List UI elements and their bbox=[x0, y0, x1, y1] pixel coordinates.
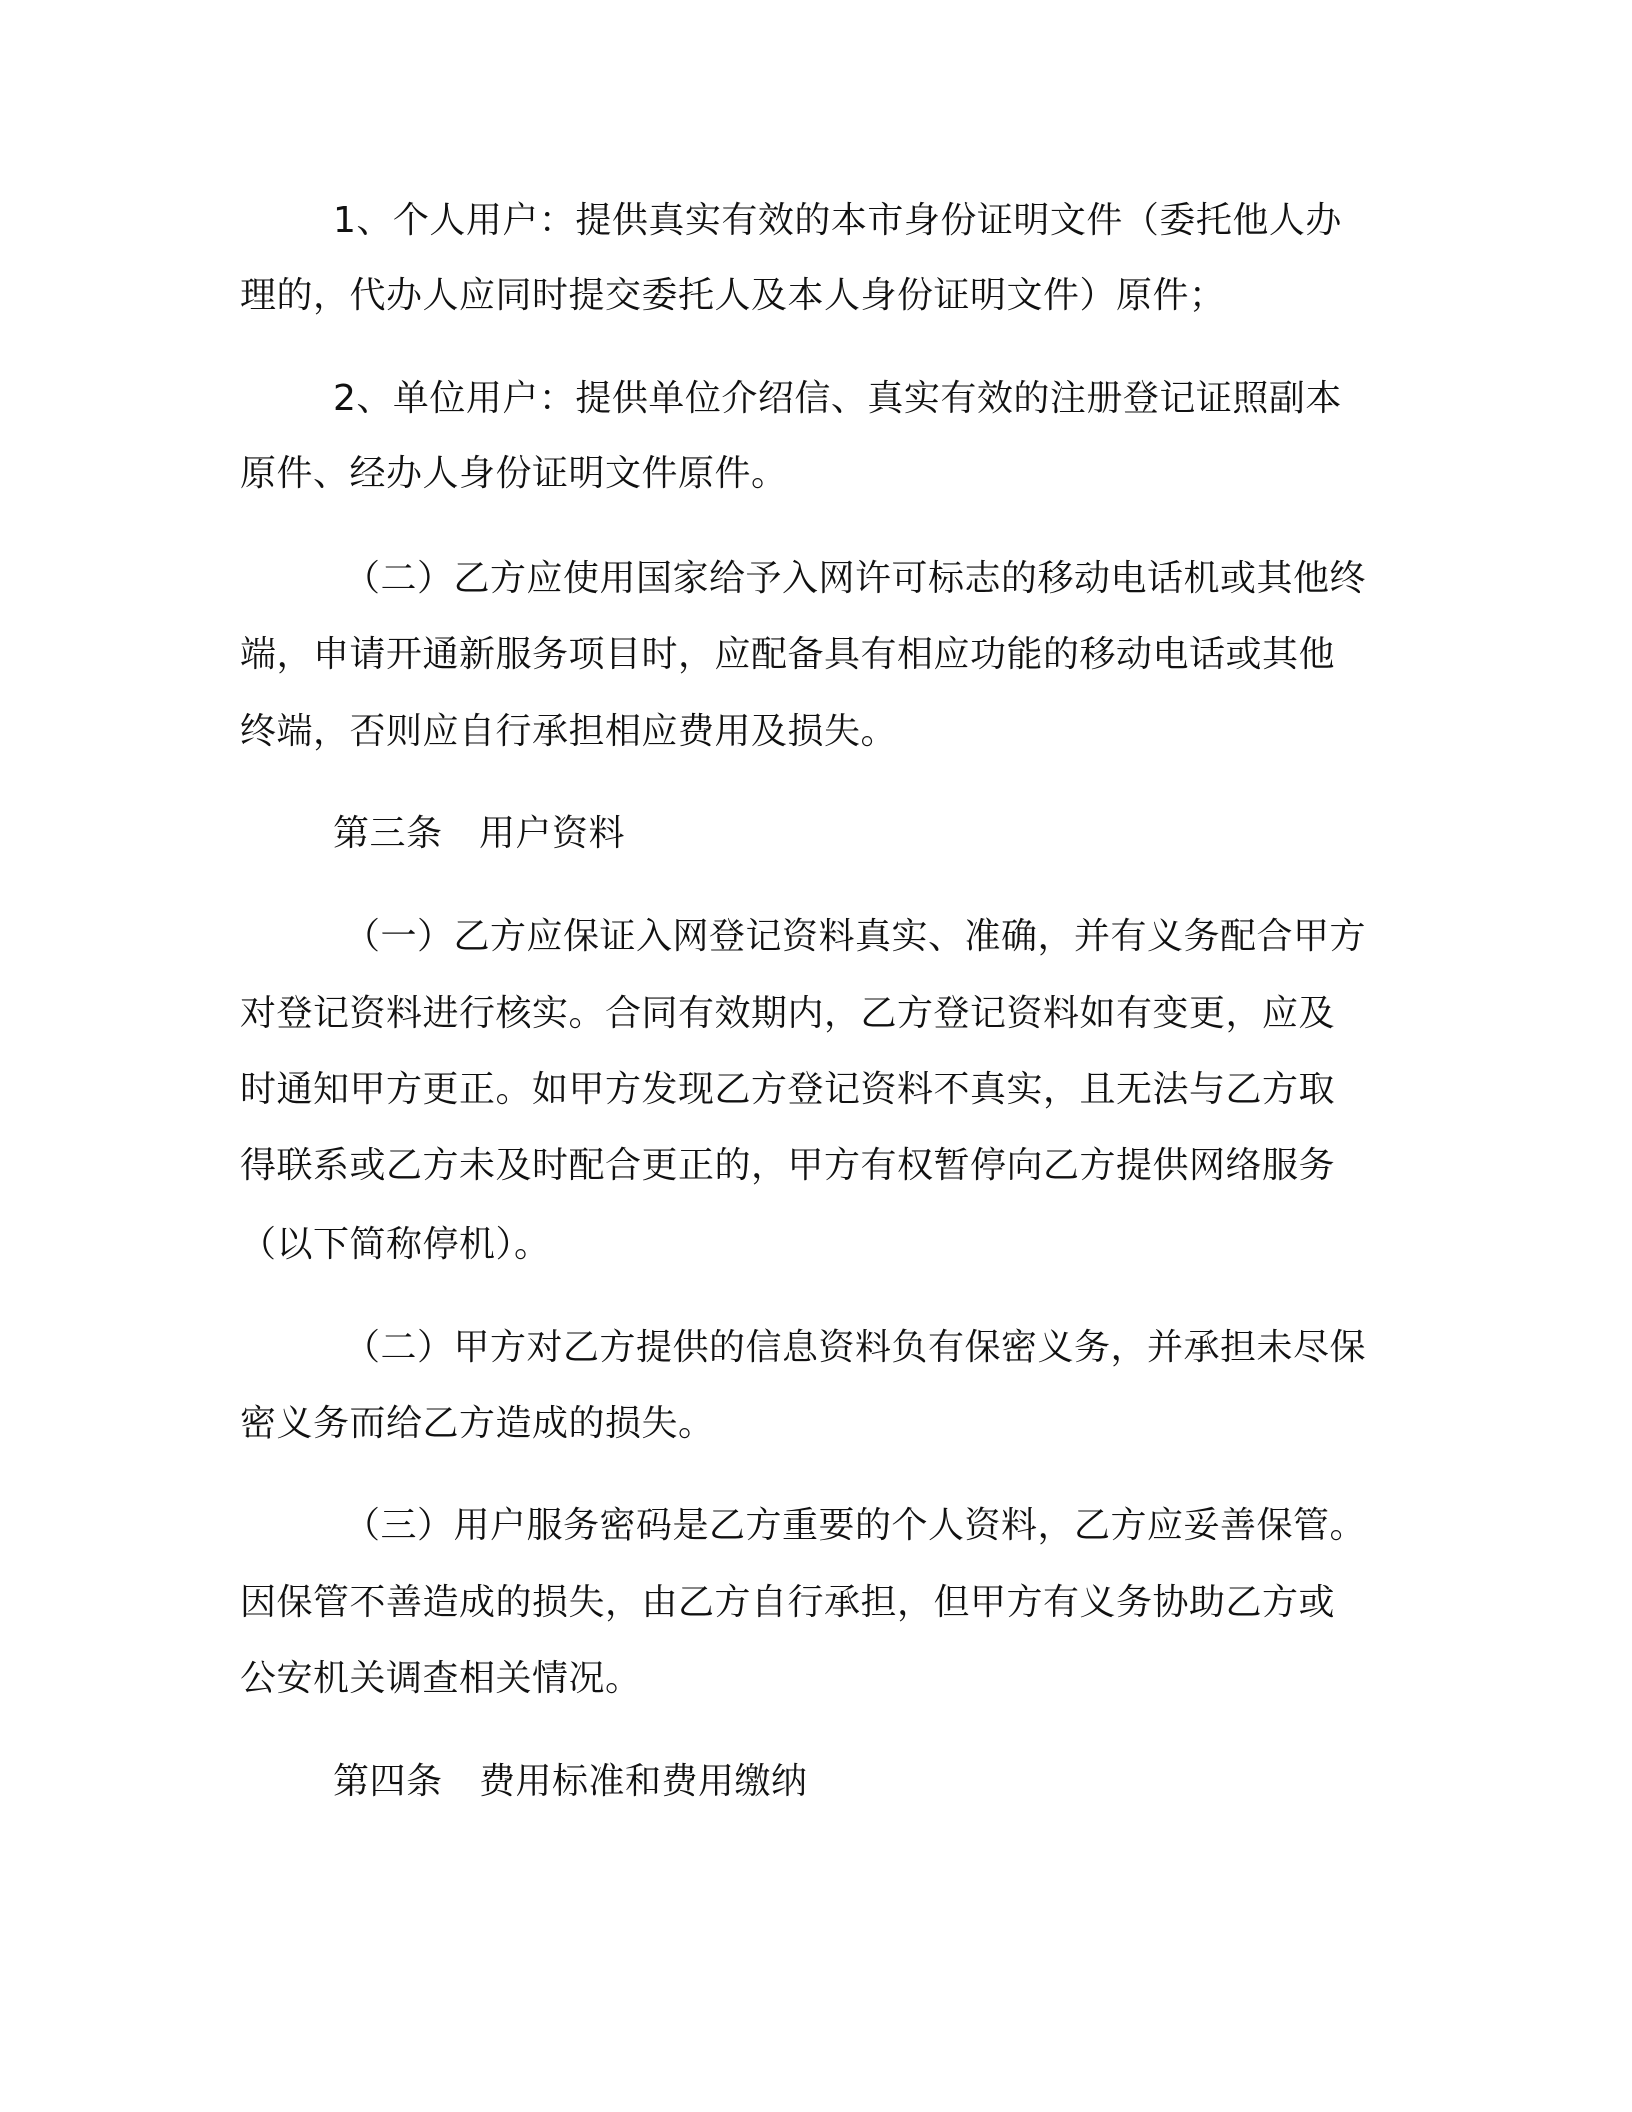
paragraph-line: 得联系或乙方未及时配合更正的，甲方有权暂停向乙方提供网络服务 bbox=[240, 1145, 1336, 1186]
paragraph-line: （二）乙方应使用国家给予入网许可标志的移动电话机或其他终 bbox=[344, 558, 1367, 599]
section-heading: 第三条 用户资料 bbox=[333, 813, 626, 854]
paragraph-line: 时通知甲方更正。如甲方发现乙方登记资料不真实，且无法与乙方取 bbox=[240, 1069, 1336, 1110]
paragraph-line: （三）用户服务密码是乙方重要的个人资料，乙方应妥善保管。 bbox=[344, 1505, 1367, 1546]
paragraph-line: 密义务而给乙方造成的损失。 bbox=[240, 1403, 715, 1444]
paragraph-line: 因保管不善造成的损失，由乙方自行承担，但甲方有义务协助乙方或 bbox=[240, 1582, 1336, 1623]
section-heading: 第四条 费用标准和费用缴纳 bbox=[333, 1761, 808, 1802]
paragraph-line: 端，申请开通新服务项目时，应配备具有相应功能的移动电话或其他 bbox=[240, 634, 1336, 675]
paragraph-line: 公安机关调查相关情况。 bbox=[240, 1658, 642, 1699]
paragraph-line: 1、个人用户：提供真实有效的本市身份证明文件（委托他人办 bbox=[333, 200, 1342, 241]
paragraph-line: （一）乙方应保证入网登记资料真实、准确，并有义务配合甲方 bbox=[344, 916, 1367, 957]
paragraph-line: （二）甲方对乙方提供的信息资料负有保密义务，并承担未尽保 bbox=[344, 1327, 1367, 1368]
paragraph-line: 理的，代办人应同时提交委托人及本人身份证明文件）原件； bbox=[240, 275, 1226, 316]
paragraph-line: 2、单位用户：提供单位介绍信、真实有效的注册登记证照副本 bbox=[333, 378, 1342, 419]
paragraph-line: 终端，否则应自行承担相应费用及损失。 bbox=[240, 711, 898, 752]
paragraph-line: （以下简称停机）。 bbox=[240, 1224, 551, 1265]
paragraph-line: 对登记资料进行核实。合同有效期内，乙方登记资料如有变更，应及 bbox=[240, 993, 1336, 1034]
paragraph-line: 原件、经办人身份证明文件原件。 bbox=[240, 453, 788, 494]
